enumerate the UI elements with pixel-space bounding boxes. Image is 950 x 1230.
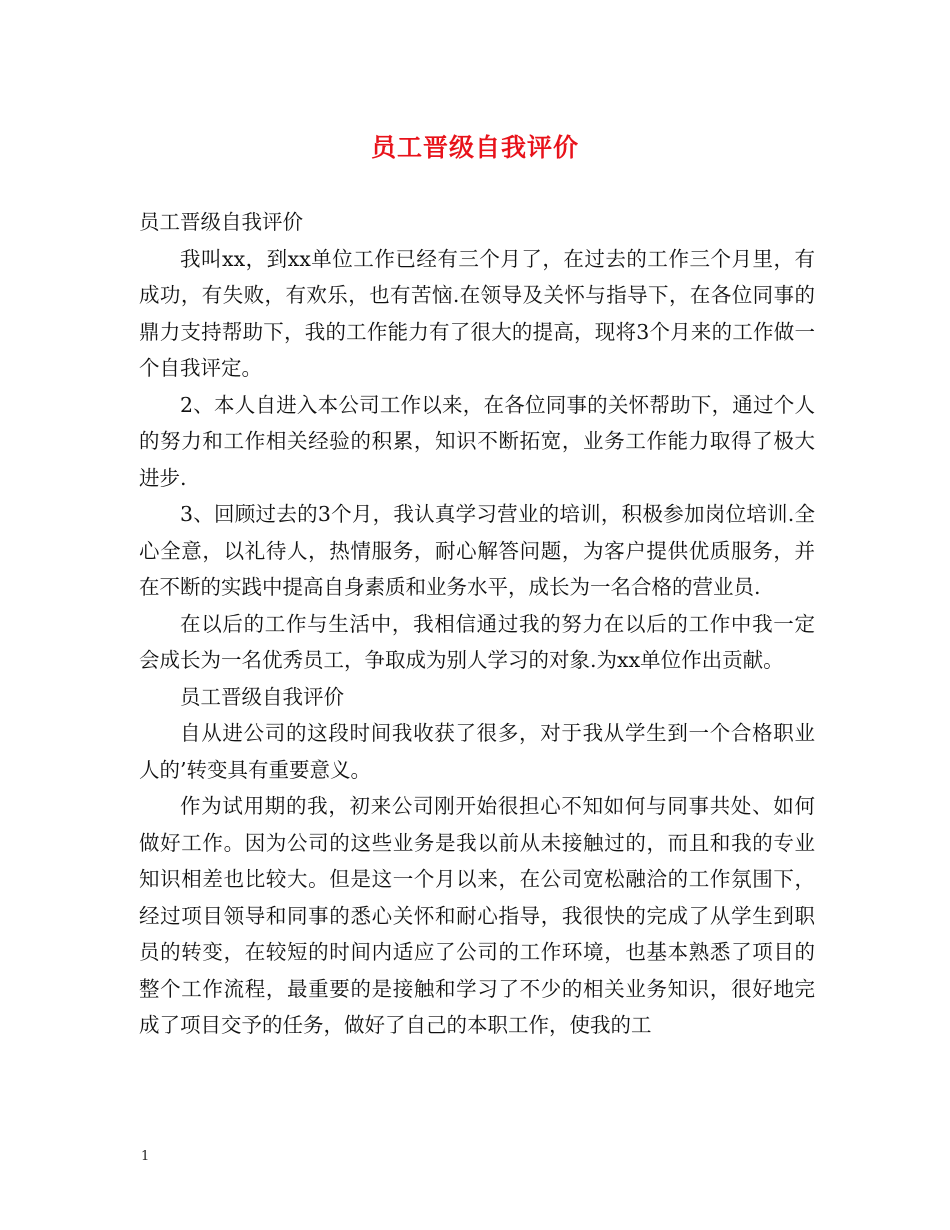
- paragraph: 3、回顾过去的3个月，我认真学习营业的培训，积极参加岗位培训.全心全意，以礼待人，热情服务，耐心解答问题，为客户提供优质服务，并在不断的实践中提高自身素质和业务水平，成长为一名合格的营业员.: [139, 502, 815, 599]
- paragraph: 2、本人自进入本公司工作以来，在各位同事的关怀帮助下，通过个人的努力和工作相关经验的积累，知识不断拓宽，业务工作能力取得了极大进步.: [139, 392, 815, 490]
- document-title: 员工晋级自我评价: [370, 133, 579, 162]
- section-heading: 员工晋级自我评价: [139, 210, 303, 234]
- paragraph: 作为试用期的我，初来公司刚开始很担心不知如何与同事共处、如何做好工作。因为公司的这些业务是我以前从未接触过的，而且和我的专业知识相差也比较大。但是这一个月以来，在公司宽松融洽的工作氛围下，经过项目领导和同事的悉心关怀和耐心指导，我很快的完成了从学生到职员的转变，在较短的时间内适应了公司的工作环境，也基本熟悉了项目的整个工作流程，最重要的是接触和学习了不少的相关业务知识，很好地完成了项目交予的任务，做好了自己的本职工作，使我的工: [139, 794, 815, 1037]
- paragraph: 自从进公司的这段时间我收获了很多，对于我从学生到一个合格职业人的’转变具有重要意义。: [139, 721, 815, 782]
- paragraph: 在以后的工作与生活中，我相信通过我的努力在以后的工作中我一定会成长为一名优秀员工，争取成为别人学习的对象.为xx单位作出贡献。: [139, 611, 815, 672]
- section-heading: 员工晋级自我评价: [180, 684, 344, 709]
- document-body: [139, 204, 815, 1044]
- page-number: 1: [141, 1149, 150, 1164]
- paragraph: 我叫xx，到xx单位工作已经有三个月了，在过去的工作三个月里，有成功，有失败，有欢乐，也有苦恼.在领导及关怀与指导下，在各位同事的鼎力支持帮助下，我的工作能力有了很大的提高，现将3个月来的工作做一个自我评定。: [139, 246, 815, 380]
